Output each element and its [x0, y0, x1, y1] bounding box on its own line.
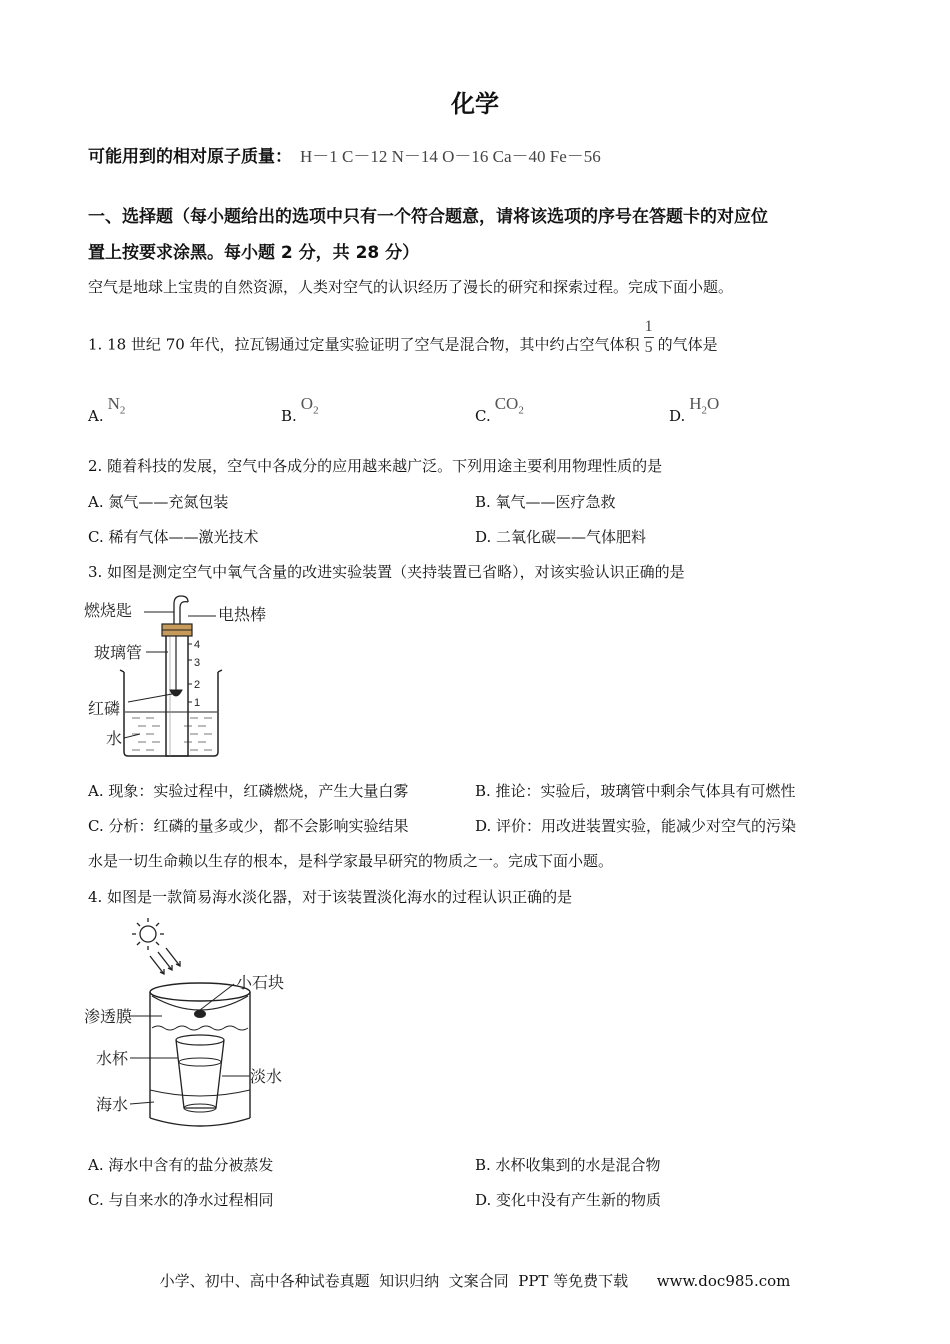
- intro-air: 空气是地球上宝贵的自然资源，人类对空气的认识经历了漫长的研究和探索过程。完成下面小题。: [88, 278, 734, 296]
- q1-option-a-formula: $N_2$: [107, 394, 126, 417]
- q3-scale-2: 2: [194, 679, 201, 691]
- section1-heading-line2: 置上按要求涂黑。每小题 2 分，共 28 分）: [88, 243, 420, 263]
- q1-option-c[interactable]: [475, 394, 524, 428]
- q2-option-a[interactable]: A. 氮气——充氮包装: [88, 493, 229, 511]
- q2-stem: 2. 随着科技的发展，空气中各成分的应用越来越广泛。下列用途主要利用物理性质的是: [88, 457, 663, 475]
- q1-fraction-numerator: 1: [644, 318, 653, 335]
- sun-icon: [132, 918, 164, 950]
- q4-option-c[interactable]: C. 与自来水的净水过程相同: [88, 1191, 274, 1209]
- q3-apparatus-figure: [84, 590, 294, 762]
- q4-stem: 4. 如图是一款简易海水淡化器，对于该装置淡化海水的过程认识正确的是: [88, 888, 573, 906]
- q3-label-spoon: 燃烧匙: [84, 601, 133, 620]
- q3-option-d[interactable]: D. 评价：用改进装置实验，能减少对空气的污染: [475, 817, 797, 835]
- q3-label-rod: 电热棒: [218, 605, 267, 624]
- q1-option-b-formula: $O_2$: [300, 394, 319, 417]
- q2-option-b[interactable]: B. 氧气——医疗急救: [475, 493, 616, 511]
- q1-option-a-letter: A.: [88, 407, 104, 425]
- q3-label-phosphorus: 红磷: [88, 699, 121, 718]
- q1-stem-before: 1. 18 世纪 70 年代，拉瓦锡通过定量实验证明了空气是混合物，其中约占空气体积: [88, 335, 640, 354]
- q3-stem: 3. 如图是测定空气中氧气含量的改进实验装置（夹持装置已省略），对该实验认识正确的是: [88, 563, 685, 581]
- q1-fraction: [644, 318, 654, 357]
- q3-scale-4: 4: [194, 639, 201, 651]
- q3-option-a[interactable]: A. 现象：实验过程中，红磷燃烧，产生大量白雾: [88, 782, 409, 800]
- page-footer: 小学、初中、高中各种试卷真题 知识归纳 文案合同 PPT 等免费下载 www.doc985.com: [159, 1272, 791, 1290]
- q4-label-sea-water: 海水: [96, 1095, 129, 1114]
- q4-option-a[interactable]: A. 海水中含有的盐分被蒸发: [88, 1156, 274, 1174]
- q3-label-tube: 玻璃管: [94, 643, 143, 662]
- section1-heading-line1: 一、选择题（每小题给出的选项中只有一个符合题意，请将该选项的序号在答题卡的对应位: [88, 207, 768, 227]
- q2-option-d[interactable]: D. 二氧化碳——气体肥料: [475, 528, 647, 546]
- q1-option-b-letter: B.: [281, 407, 297, 425]
- q4-option-d[interactable]: D. 变化中没有产生新的物质: [475, 1191, 662, 1209]
- q1-stem-after: 的气体是: [657, 335, 718, 354]
- q1-option-d[interactable]: [669, 394, 720, 428]
- q3-scale-3: 3: [194, 657, 201, 669]
- q3-option-b[interactable]: B. 推论：实验后，玻璃管中剩余气体具有可燃性: [475, 782, 796, 800]
- q1-stem: [88, 318, 718, 365]
- q4-label-stone: 小石块: [236, 973, 285, 992]
- q1-option-d-letter: D.: [669, 407, 686, 425]
- atomic-masses-line: [88, 142, 601, 167]
- q3-option-c[interactable]: C. 分析：红磷的量多或少，都不会影响实验结果: [88, 817, 409, 835]
- q4-label-membrane: 渗透膜: [84, 1007, 133, 1026]
- q1-fraction-denominator: 5: [644, 339, 653, 356]
- page-title: 化学: [451, 90, 499, 118]
- q4-option-b[interactable]: B. 水杯收集到的水是混合物: [475, 1156, 661, 1174]
- q4-desalinator-figure: [84, 912, 314, 1134]
- q1-option-c-formula: $CO_2$: [494, 394, 524, 417]
- atomic-masses-label: 可能用到的相对原子质量：: [88, 147, 292, 167]
- q4-label-fresh-water: 淡水: [250, 1067, 283, 1086]
- q1-option-d-formula: $H_2O$: [689, 394, 720, 417]
- sun-rays-icon: [150, 948, 180, 974]
- q1-option-c-letter: C.: [475, 407, 491, 425]
- q3-label-water: 水: [106, 729, 123, 748]
- intro-water: 水是一切生命赖以生存的根本，是科学家最早研究的物质之一。完成下面小题。: [88, 852, 614, 870]
- q4-label-cup: 水杯: [96, 1049, 129, 1068]
- q3-scale-1: 1: [194, 697, 201, 709]
- q1-option-b[interactable]: [281, 394, 319, 428]
- atomic-masses-values: H－1 C－12 N－14 O－16 Ca－40 Fe－56: [300, 147, 601, 166]
- q1-option-a[interactable]: [88, 394, 126, 428]
- q2-option-c[interactable]: C. 稀有气体——激光技术: [88, 528, 259, 546]
